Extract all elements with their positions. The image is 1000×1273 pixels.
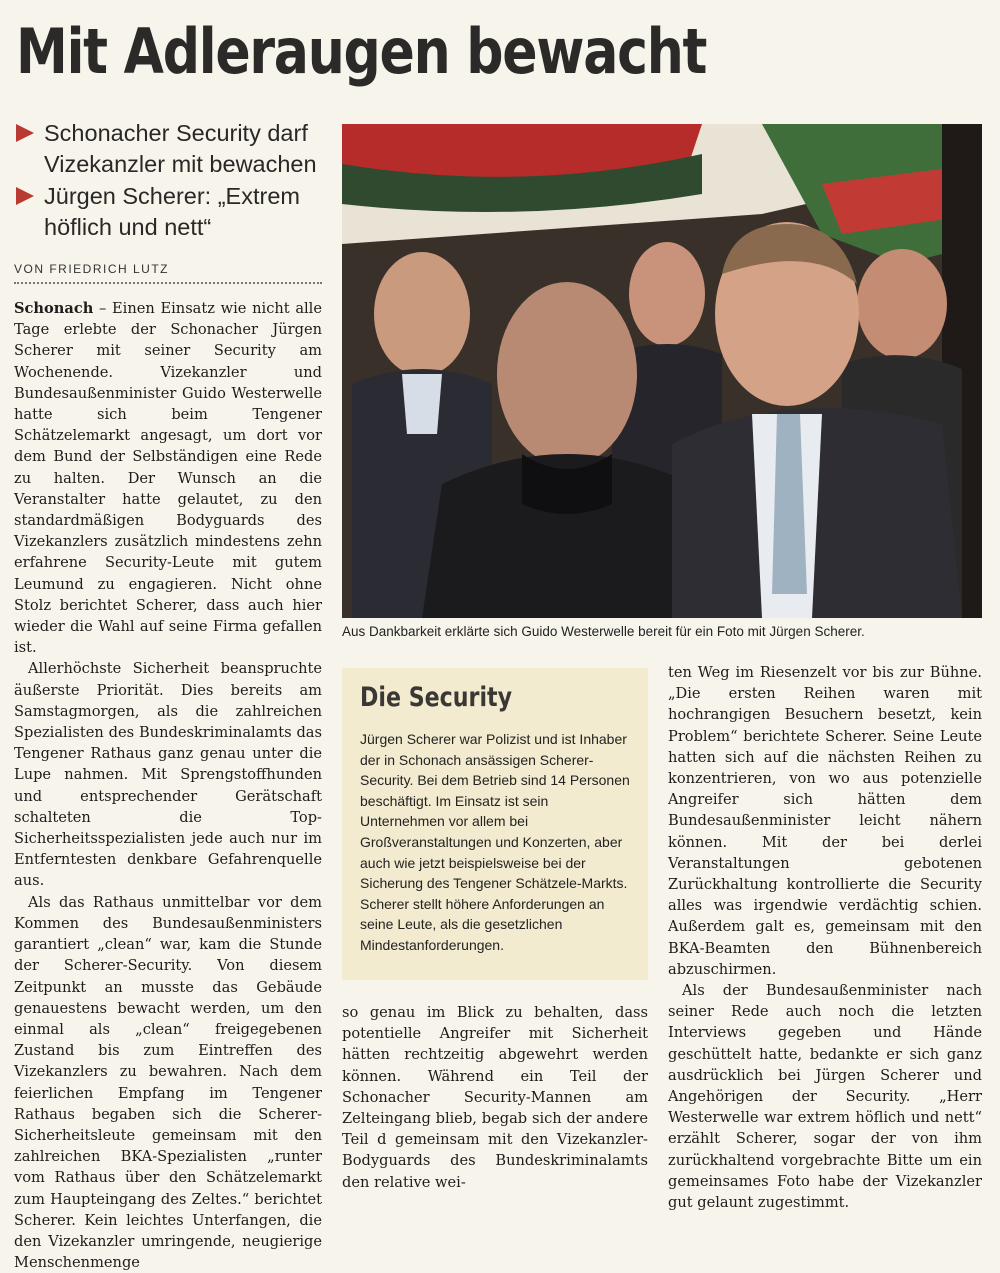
subhead-1 [14, 118, 334, 180]
column-2-paragraph-1: so genau im Blick zu behalten, dass potentielle Angreifer mit Sicherheit hätten rechtzeitig abgewehrt werden können. Während ein Teil der Schonacher Security-Mannen am Zelteingang blieb, begab sich der andere Teil d gemeinsam mit den Vizekanzler-Bodyguards des Bundeskriminalamts den relative wei- [342, 1004, 648, 1191]
column-3-paragraph-2: Als der Bundesaußenminister nach seiner Rede auch noch die letzten Interviews gegeben und Hände geschüttelt hatte, bedankte er sich ganz ausdrücklich bei Jürgen Scherer und Angehörigen der Security. „Herr Westerwelle war extrem höflich und nett“ erzählt Scherer, sogar der von ihm zurückhaltend vorgebrachte Bitte um ein gemeinsames Foto habe der Vizekanzler gut gelaunt zugestimmt. [668, 982, 982, 1212]
infobox-body: Jürgen Scherer war Polizist und ist Inhaber der in Schonach ansässigen Scherer-Security. Bei dem Betrieb sind 14 Personen beschäftigt. Im Einsatz ist sein Unternehmen vor allem bei Großveranstaltungen und Konzerten, aber auch wie jetzt beispielsweise bei der Sicherung des Tengener Schätzele-Markts. Scherer stellt höhere Anforderungen an seine Leute, als die gesetzlichen Mindestanforderungen. [360, 731, 630, 953]
headline: Mit Adleraugen bewacht [16, 15, 707, 88]
column-1-paragraph-3: Als das Rathaus unmittelbar vor dem Kommen des Bundesaußenministers garantiert „clean“ war, kam die Stunde der Scherer-Security. Von diesem Zeitpunkt an musste das Gebäude genauestens bewacht werden, um den einmal als „clean“ freigegebenen Zustand bis zum Eintreffen des Vizekanzlers zu bewahren. Nach dem feierlichen Empfang im Tengener Rathaus begaben sich die Scherer-Sicherheitsleute gemeinsam mit den zahlreichen BKA-Spezialisten „runter vom Rathaus über den Schätzelemarkt zum Haupteingang des Zeltes.“ berichtet Scherer. Kein leichtes Unterfangen, die den Vizekanzler umringende, neugierige Menschenmenge [14, 893, 322, 1272]
infobox [342, 668, 648, 980]
arrow-right-icon [16, 187, 34, 205]
dateline: Schonach [14, 300, 94, 317]
subhead-2 [14, 181, 334, 243]
arrow-right-icon [16, 124, 34, 142]
byline: VON FRIEDRICH LUTZ [14, 262, 322, 284]
photo [342, 124, 982, 618]
infobox-title: Die Security [360, 682, 513, 713]
subheads [14, 118, 334, 244]
column-3-paragraph-1: ten Weg im Riesenzelt vor bis zur Bühne. „Die ersten Reihen waren mit hochrangigen Besuchern besetzt, kein Problem“ berichtete Scherer. Seine Leute hatten sich auf die nächsten Reihen zu konzentrieren, von wo aus potenzielle Angreifer sich hätten dem Bundesaußenminister leicht nähern können. Mit der bei derlei Veranstaltungen gebotenen Zurückhaltung kontrollierte die Security alles was irgendwie verdächtig schien. Außerdem galt es, gemeinsam mit den BKA-Beamten den Bühnenbereich abzuschirmen. [668, 664, 982, 978]
column-1 [14, 298, 322, 1273]
subhead-1-text: Schonacher Security darf Vizekanzler mit bewachen [44, 120, 317, 177]
column-2 [342, 1002, 648, 1193]
column-1-paragraph-1-text: – Einen Einsatz wie nicht alle Tage erlebte der Schonacher Jürgen Scherer mit seiner Security am Wochenende. Vizekanzler und Bundesaußenminister Guido Westerwelle hatte sich beim Tengener Schätzelemarkt angesagt, um dort vor dem Bund der Selbständigen eine Rede zu halten. Der Wunsch an die Veranstalter hatte gelautet, zu den standardmäßigen Bodyguards des Vizekanzlers zusätzlich mindestens zehn erfahrene Security-Leute mit gutem Leumund zu engagieren. Nicht ohne Stolz berichtet Scherer, dass auch hier wieder die Wahl auf seine Firma gefallen ist. [14, 300, 322, 657]
photo-illustration [342, 124, 982, 618]
photo-caption: Aus Dankbarkeit erklärte sich Guido Westerwelle bereit für ein Foto mit Jürgen Scherer. [342, 624, 865, 639]
column-1-paragraph-1 [14, 298, 322, 658]
column-1-paragraph-2: Allerhöchste Sicherheit beanspruchte äußerste Priorität. Dies bereits am Samstagmorgen, als die zahlreichen Spezialisten des Bundeskriminalamts das Tengener Rathaus ganz genau unter die Lupe nahmen. Mit Sprengstoffhunden und entsprechender Gerätschaft schalteten die Top-Sicherheitsspezialisten jede auch nur im Entferntesten denkbare Gefahrenquelle aus. [14, 660, 322, 890]
subhead-2-text: Jürgen Scherer: „Extrem höflich und nett“ [44, 183, 300, 240]
column-3 [668, 662, 982, 1213]
